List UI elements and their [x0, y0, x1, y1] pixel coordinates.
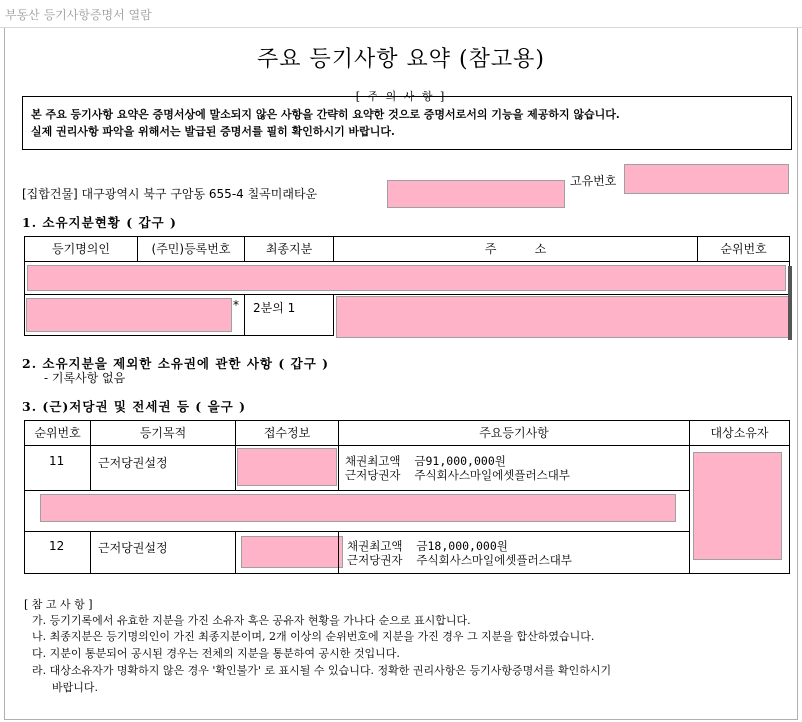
s3-row2-purpose-cell: [90, 531, 236, 574]
section2-none: - 기록사항 없음: [44, 371, 126, 385]
s1-share-cell: [244, 294, 334, 336]
s3-row2-purpose: 근저당권설정: [98, 541, 168, 555]
s3-row2-details-cell: [338, 531, 690, 574]
reference-item-4-cont: 바랍니다.: [52, 681, 99, 694]
document-title: 주요 등기사항 요약 (참고용): [257, 47, 545, 72]
s3-header-rank: 순위번호: [24, 420, 91, 446]
unique-number-label: 고유번호: [570, 174, 617, 188]
s1-header-address: 주 소: [333, 236, 698, 262]
notice-line-2: 실제 권리사항 파악을 위해서는 발급된 증명서를 필히 확인하시기 바랍니다.: [31, 125, 395, 138]
s1-header-regno: (주민)등록번호: [137, 236, 245, 262]
notice-box: [22, 96, 792, 150]
s3-row2-rank-cell: [24, 531, 91, 574]
s3-row1-purpose: 근저당권설정: [98, 456, 168, 470]
redacted-target-owner: [693, 452, 782, 560]
reference-title: [ 참 고 사 항 ]: [24, 598, 93, 611]
redacted-owner-row: [27, 265, 786, 291]
s3-row2-detail1: 채권최고액 금18,000,000원: [347, 539, 508, 553]
s3-header-owner: 대상소유자: [689, 420, 790, 446]
row-scroll-indicator: [788, 266, 792, 340]
s1-share-value: 2분의 1: [253, 301, 296, 315]
redacted-owner-name: [26, 298, 232, 332]
s1-header-share: 최종지분: [244, 236, 334, 262]
section1-title: 1. 소유지분현황 ( 갑구 ): [22, 215, 177, 230]
redacted-receipt-1: [237, 448, 337, 486]
s3-row2-rank: 12: [49, 539, 65, 553]
redacted-receipt-2: [241, 536, 343, 568]
reference-item-2: 나. 최종지분은 등기명의인이 가진 최종지분이며, 2개 이상의 순위번호에 지분을 가진 경우 그 지분을 합산하였습니다.: [32, 630, 595, 643]
window-title: 부동산 등기사항증명서 열람: [5, 8, 152, 22]
s3-row1-detail1: 채권최고액 금91,000,000원: [345, 454, 506, 468]
s3-row1-details-cell: [338, 445, 690, 491]
s3-header-details: 주요등기사항: [338, 420, 690, 446]
redacted-owner-address: [336, 296, 790, 338]
reference-item-3: 다. 지분이 통분되어 공시된 경우는 전체의 지분을 통분하여 공시한 것입니다.: [32, 647, 400, 660]
redacted-unique-number: [624, 164, 789, 194]
s3-row1-detail2: 근저당권자 주식회사스마일에셋플러스대부: [345, 468, 570, 482]
redacted-address-detail: [387, 180, 565, 208]
s3-row1-rank: 11: [49, 454, 65, 468]
s3-row1-rank-cell: [24, 445, 91, 491]
reference-item-1: 가. 등기기록에서 유효한 지분을 가진 소유자 혹은 공유자 현황을 가나다 순으로 표시합니다.: [32, 614, 471, 627]
notice-line-1: 본 주요 등기사항 요약은 증명서상에 말소되지 않은 사항을 간략히 요약한 것으로 증명서로서의 기능을 제공하지 않습니다.: [31, 108, 620, 121]
window-titlebar: [0, 0, 802, 28]
section2-title: 2. 소유지분을 제외한 소유권에 관한 사항 ( 갑구 ): [22, 356, 330, 371]
reference-item-4: 라. 대상소유자가 명확하지 않은 경우 '확인불가' 로 표시될 수 있습니다. 정확한 권리사항은 등기사항증명서를 확인하시기: [32, 664, 612, 677]
s3-row1-purpose-cell: [90, 445, 236, 491]
s3-header-receipt: 접수정보: [235, 420, 339, 446]
s3-header-purpose: 등기목적: [90, 420, 236, 446]
notice-heading: [ 주 의 사 항 ]: [355, 90, 447, 103]
s1-header-name: 등기명의인: [24, 236, 138, 262]
property-address: [집합건물] 대구광역시 북구 구암동 655-4 칠곡미래타운: [22, 187, 318, 201]
s1-asterisk: *: [233, 298, 239, 312]
s1-header-rank: 순위번호: [697, 236, 790, 262]
section3-title: 3. (근)저당권 및 전세권 등 ( 을구 ): [22, 399, 246, 414]
redacted-middle-row: [40, 494, 676, 522]
s3-row2-detail2: 근저당권자 주식회사스마일에셋플러스대부: [347, 553, 572, 567]
